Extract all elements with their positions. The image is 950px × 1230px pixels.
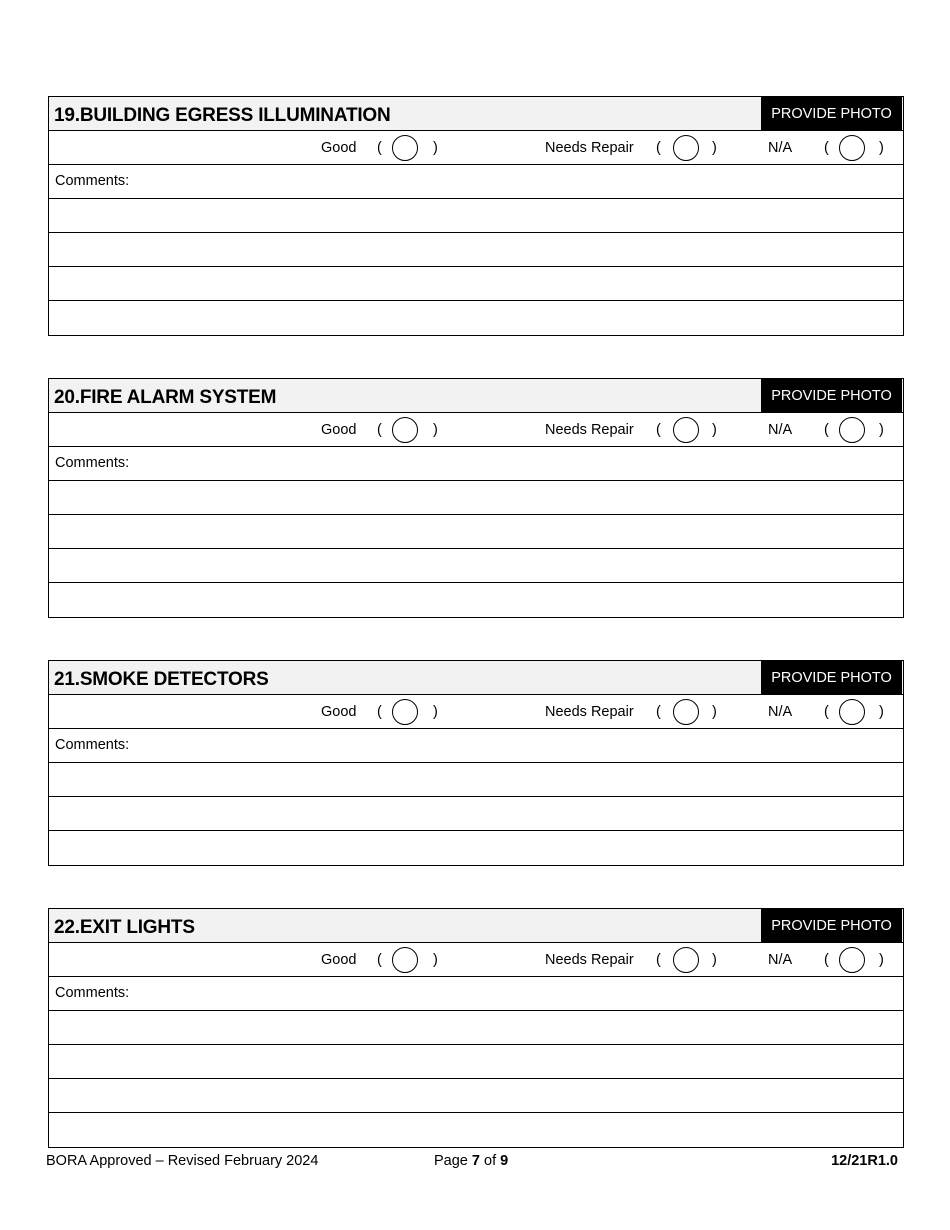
comments-label: Comments: [55, 985, 130, 1001]
na-option-radio[interactable] [839, 947, 865, 973]
na-option-label: N/A [768, 952, 793, 968]
close-paren: ) [879, 422, 884, 438]
provide-photo-label: PROVIDE PHOTO [761, 909, 902, 942]
close-paren: ) [712, 952, 717, 968]
comment-line[interactable] [49, 1113, 903, 1147]
needs-repair-option-label: Needs Repair [545, 140, 634, 156]
close-paren: ) [712, 704, 717, 720]
comments-row[interactable] [49, 729, 903, 763]
inspection-section [48, 378, 904, 618]
good-option-radio[interactable] [392, 417, 418, 443]
needs-repair-option-radio[interactable] [673, 417, 699, 443]
comments-row[interactable] [49, 165, 903, 199]
open-paren: ( [824, 422, 829, 438]
open-paren: ( [656, 952, 661, 968]
section-header [49, 379, 903, 413]
open-paren: ( [377, 140, 382, 156]
close-paren: ) [433, 140, 438, 156]
comment-line[interactable] [49, 481, 903, 515]
open-paren: ( [656, 140, 661, 156]
open-paren: ( [824, 140, 829, 156]
comments-label: Comments: [55, 173, 130, 189]
rating-row [49, 695, 903, 729]
needs-repair-option-label: Needs Repair [545, 704, 634, 720]
comment-line[interactable] [49, 515, 903, 549]
close-paren: ) [712, 422, 717, 438]
close-paren: ) [879, 140, 884, 156]
na-option-radio[interactable] [839, 699, 865, 725]
comments-label: Comments: [55, 455, 130, 471]
provide-photo-label: PROVIDE PHOTO [761, 379, 902, 412]
close-paren: ) [879, 952, 884, 968]
comment-line[interactable] [49, 1011, 903, 1045]
close-paren: ) [879, 704, 884, 720]
comment-line[interactable] [49, 233, 903, 267]
good-option-radio[interactable] [392, 699, 418, 725]
close-paren: ) [712, 140, 717, 156]
comment-line[interactable] [49, 1079, 903, 1113]
comments-label: Comments: [55, 737, 130, 753]
inspection-section [48, 660, 904, 866]
comments-row[interactable] [49, 977, 903, 1011]
good-option-label: Good [321, 704, 357, 720]
close-paren: ) [433, 952, 438, 968]
provide-photo-label: PROVIDE PHOTO [761, 97, 902, 130]
na-option-radio[interactable] [839, 417, 865, 443]
inspection-section [48, 908, 904, 1148]
comment-line[interactable] [49, 199, 903, 233]
section-header [49, 97, 903, 131]
open-paren: ( [824, 704, 829, 720]
inspection-section [48, 96, 904, 336]
comments-row[interactable] [49, 447, 903, 481]
provide-photo-label: PROVIDE PHOTO [761, 661, 902, 694]
rating-row [49, 413, 903, 447]
section-header [49, 909, 903, 943]
open-paren: ( [377, 422, 382, 438]
page-footer [46, 1153, 898, 1173]
open-paren: ( [656, 704, 661, 720]
open-paren: ( [377, 704, 382, 720]
na-option-label: N/A [768, 422, 793, 438]
needs-repair-option-radio[interactable] [673, 947, 699, 973]
na-option-label: N/A [768, 140, 793, 156]
rating-row [49, 943, 903, 977]
comment-line[interactable] [49, 797, 903, 831]
section-title: 19.BUILDING EGRESS ILLUMINATION [54, 105, 391, 126]
section-title: 20.FIRE ALARM SYSTEM [54, 387, 277, 408]
close-paren: ) [433, 704, 438, 720]
section-title: 21.SMOKE DETECTORS [54, 669, 269, 690]
close-paren: ) [433, 422, 438, 438]
good-option-label: Good [321, 422, 357, 438]
good-option-radio[interactable] [392, 947, 418, 973]
footer-form-code: 12/21R1.0 [831, 1153, 898, 1169]
section-header [49, 661, 903, 695]
comment-line[interactable] [49, 301, 903, 335]
good-option-label: Good [321, 140, 357, 156]
open-paren: ( [656, 422, 661, 438]
na-option-label: N/A [768, 704, 793, 720]
good-option-label: Good [321, 952, 357, 968]
comment-line[interactable] [49, 267, 903, 301]
comment-line[interactable] [49, 583, 903, 617]
comment-line[interactable] [49, 1045, 903, 1079]
section-title: 22.EXIT LIGHTS [54, 917, 195, 938]
comment-line[interactable] [49, 763, 903, 797]
needs-repair-option-radio[interactable] [673, 699, 699, 725]
footer-revision: BORA Approved – Revised February 2024 [46, 1153, 319, 1169]
footer-page-number: Page 7 of 9 [434, 1153, 509, 1169]
needs-repair-option-label: Needs Repair [545, 952, 634, 968]
open-paren: ( [377, 952, 382, 968]
open-paren: ( [824, 952, 829, 968]
na-option-radio[interactable] [839, 135, 865, 161]
good-option-radio[interactable] [392, 135, 418, 161]
needs-repair-option-radio[interactable] [673, 135, 699, 161]
rating-row [49, 131, 903, 165]
comment-line[interactable] [49, 549, 903, 583]
comment-line[interactable] [49, 831, 903, 865]
needs-repair-option-label: Needs Repair [545, 422, 634, 438]
